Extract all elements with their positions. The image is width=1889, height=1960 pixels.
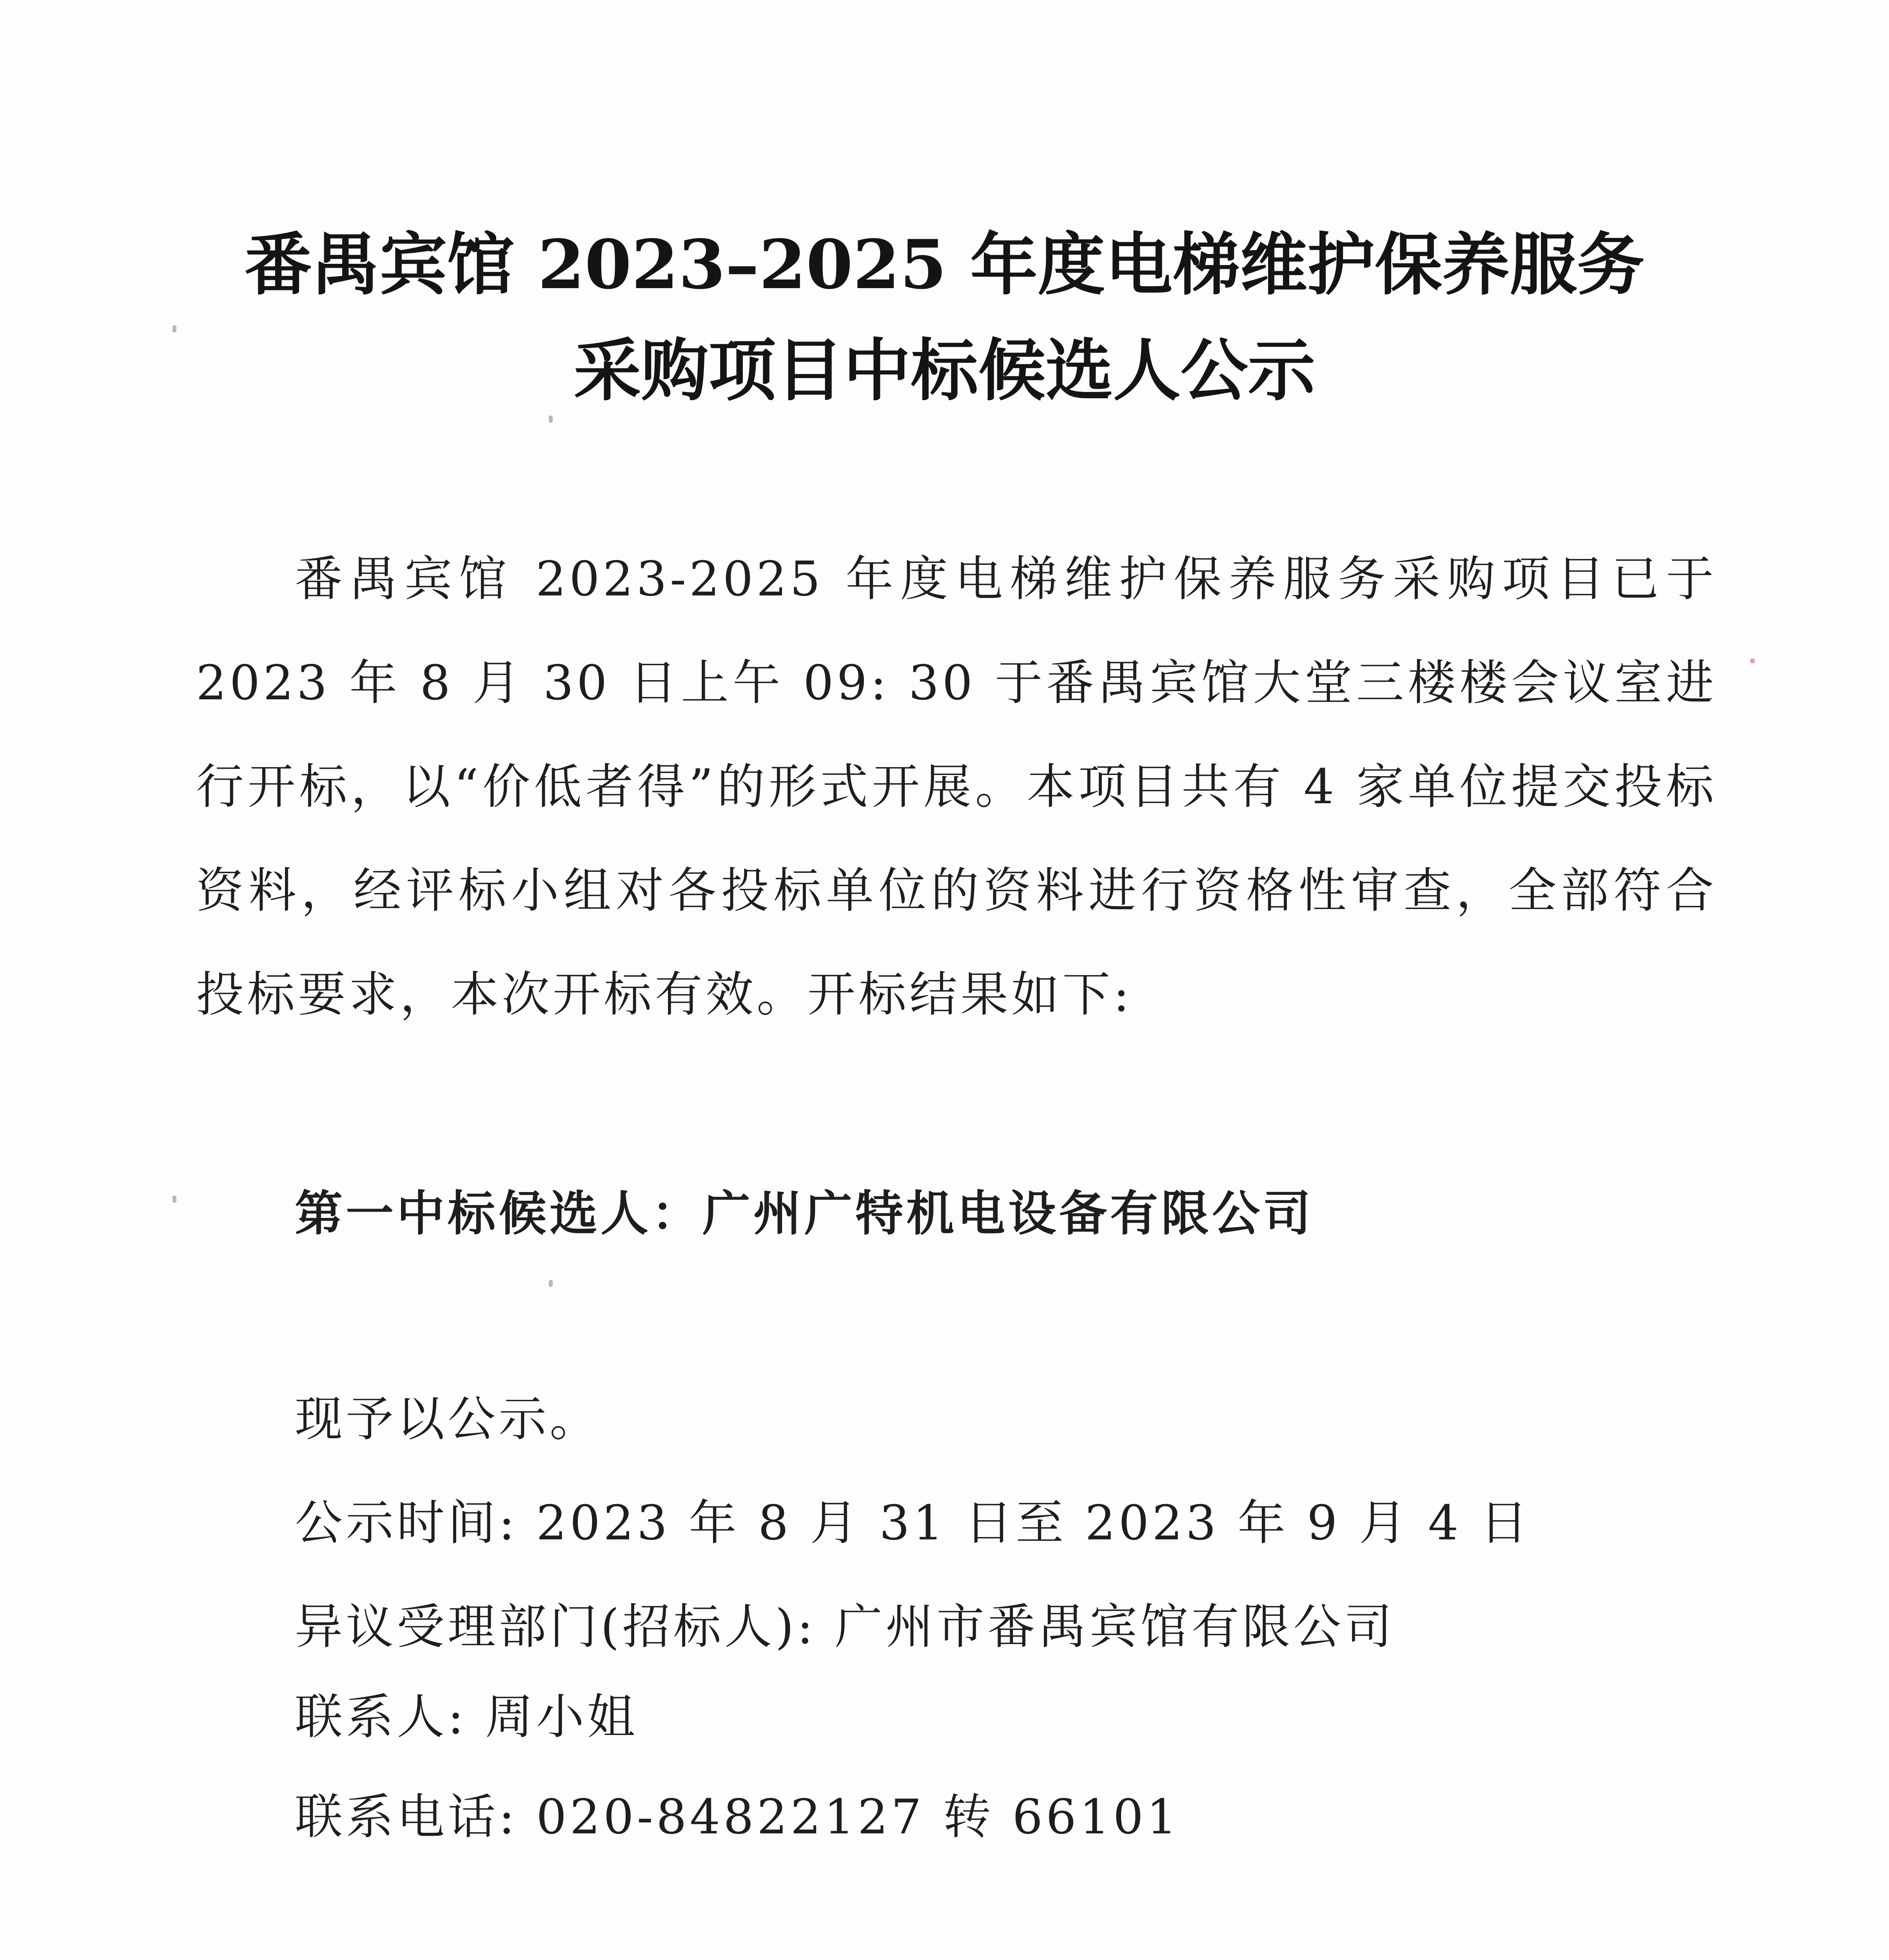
document-title-line-1: 番禺宾馆 2023–2025 年度电梯维护保养服务 xyxy=(244,225,1645,304)
objection-department: 异议受理部门(招标人): 广州市番禺宾馆有限公司 xyxy=(295,1599,1395,1655)
contact-phone: 联系电话: 020-84822127 转 66101 xyxy=(295,1789,1180,1845)
scan-speck xyxy=(549,416,553,423)
announcement-period: 公示时间: 2023 年 8 月 31 日至 2023 年 9 月 4 日 xyxy=(295,1495,1531,1551)
body-paragraph: 番禺宾馆 2023-2025 年度电梯维护保养服务采购项目已于 2023 年 8 月 30 日上午 09: 30 于番禺宾馆大堂三楼楼会议室进行开标，以“价低者得”的形式开展。本项目共有 4 家单位提交投标资料，经评标小组对各投标单位的资料进行资格性审查，全部符合投标要求，本次开标有效。开标结果如下: xyxy=(196,551,1717,1022)
scan-speck xyxy=(1750,659,1755,663)
document-title-line-2: 采购项目中标候选人公示 xyxy=(573,330,1316,410)
scan-speck xyxy=(172,325,176,332)
announce-text: 现予以公示。 xyxy=(295,1391,601,1447)
winning-candidate: 第一中标候选人：广州广特机电设备有限公司 xyxy=(295,1185,1314,1241)
scan-speck xyxy=(172,1196,176,1203)
scan-speck xyxy=(549,1280,553,1287)
contact-person: 联系人: 周小姐 xyxy=(295,1689,638,1745)
body-paragraph-block xyxy=(196,527,1717,1047)
